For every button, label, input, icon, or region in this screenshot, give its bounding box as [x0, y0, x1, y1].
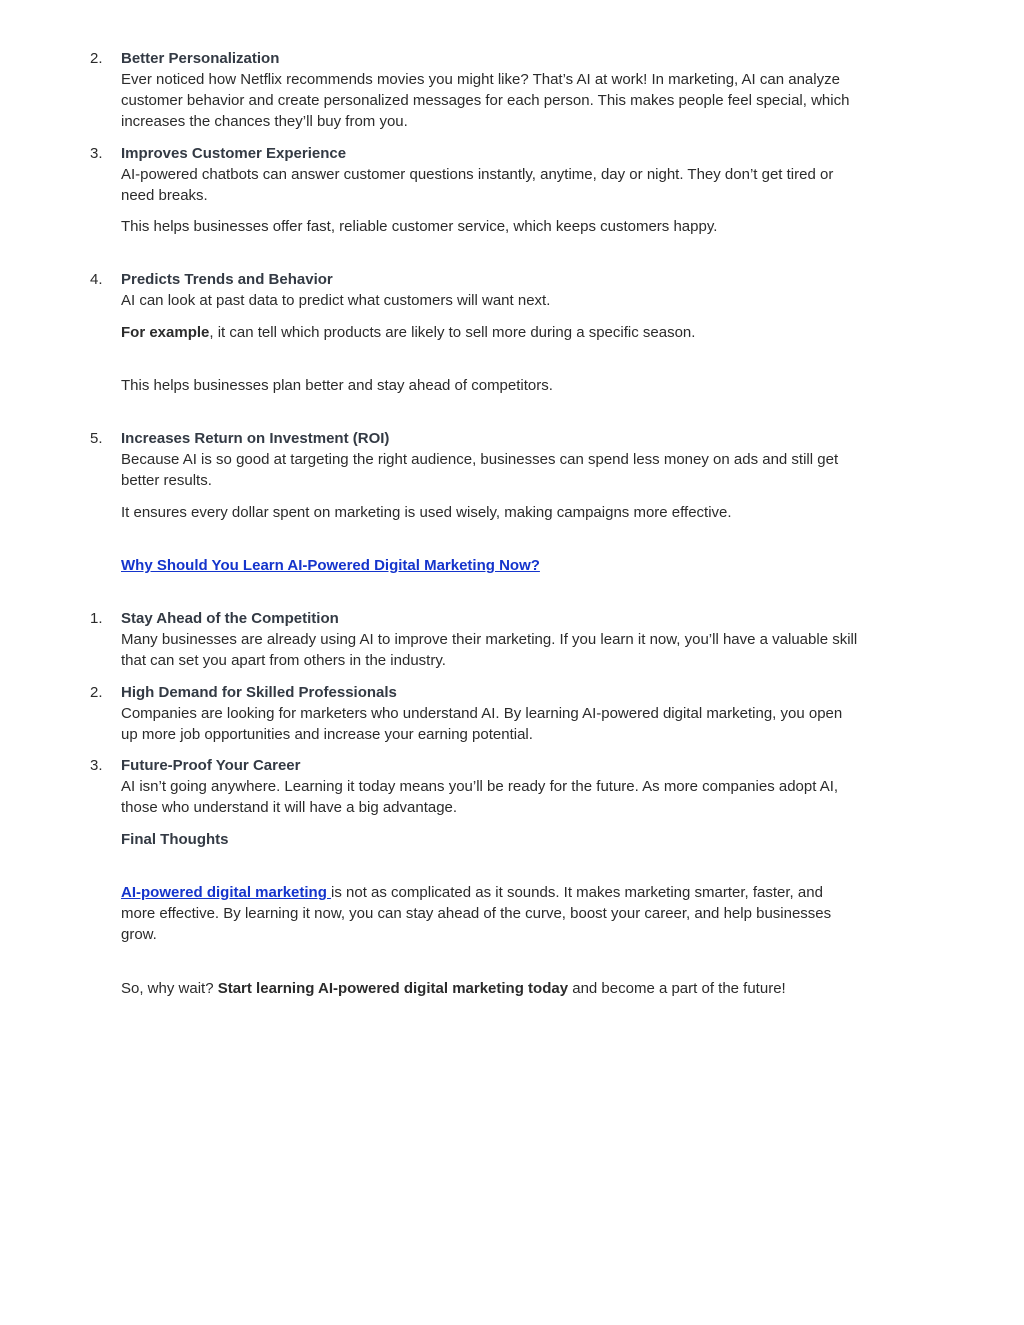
item-extra-text: This helps businesses plan better and stay ahead of competitors. — [121, 377, 553, 394]
example-rest: , it can tell which products are likely to sell more during a specific season. — [209, 324, 696, 341]
item-text-line: Many businesses are already using AI to improve their marketing. If you learn it now, you’ll have a valuable skill — [121, 631, 858, 648]
closing-end: and become a part of the future! — [568, 980, 786, 997]
item-title-stay-ahead: Stay Ahead of the Competition — [121, 610, 339, 627]
example-text — [121, 322, 911, 343]
item-text-line: increases the chances they’ll buy from you. — [121, 113, 408, 130]
example-bold-label: For example — [121, 324, 210, 341]
list-number: 3. — [90, 145, 103, 162]
list-number: 3. — [90, 757, 103, 774]
final-paragraph-line: grow. — [121, 926, 157, 943]
closing-line — [121, 978, 911, 999]
item-text-line: better results. — [121, 472, 212, 489]
item-title-customer-experience: Improves Customer Experience — [121, 145, 347, 162]
item-text-line: AI can look at past data to predict what customers will want next. — [121, 292, 551, 309]
item-title-better-personalization: Better Personalization — [121, 50, 280, 67]
item-text-line: need breaks. — [121, 187, 208, 204]
ai-powered-marketing-link[interactable]: AI-powered digital marketing — [121, 884, 332, 901]
final-paragraph-rest: is not as complicated as it sounds. It makes marketing smarter, faster, and — [331, 884, 823, 901]
item-text-line: Because AI is so good at targeting the right audience, businesses can spend less money on ads and still get — [121, 451, 839, 468]
list-number: 5. — [90, 430, 103, 447]
list-number: 2. — [90, 684, 103, 701]
closing-bold: Start learning AI-powered digital marketing today — [217, 980, 569, 997]
item-extra-text: This helps businesses offer fast, reliable customer service, which keeps customers happy. — [121, 218, 718, 235]
item-text-line: AI-powered chatbots can answer customer questions instantly, anytime, day or night. They don’t get tired or — [121, 166, 834, 183]
final-paragraph-line: more effective. By learning it now, you can stay ahead of the curve, boost your career, and help businesses — [121, 905, 832, 922]
item-text-line: AI isn’t going anywhere. Learning it today means you’ll be ready for the future. As more companies adopt AI, — [121, 778, 839, 795]
item-title-high-demand: High Demand for Skilled Professionals — [121, 684, 397, 701]
item-text-line: up more job opportunities and increase your earning potential. — [121, 726, 533, 743]
why-learn-link[interactable]: Why Should You Learn AI-Powered Digital Marketing Now? — [121, 557, 540, 574]
final-paragraph-line — [121, 882, 911, 903]
item-text-line: Companies are looking for marketers who understand AI. By learning AI-powered digital marketing, you open — [121, 705, 843, 722]
final-thoughts-heading: Final Thoughts — [121, 831, 229, 848]
list-number: 2. — [90, 50, 103, 67]
item-text-line: those who understand it will have a big advantage. — [121, 799, 458, 816]
item-title-roi: Increases Return on Investment (ROI) — [121, 430, 390, 447]
item-text-line: Ever noticed how Netflix recommends movies you might like? That’s AI at work! In marketing, AI can analyze — [121, 71, 840, 88]
closing-start: So, why wait? — [121, 980, 218, 997]
item-text-line: customer behavior and create personalized messages for each person. This makes people feel special, which — [121, 92, 850, 109]
item-extra-text: It ensures every dollar spent on marketing is used wisely, making campaigns more effective. — [121, 504, 732, 521]
item-title-predicts-trends: Predicts Trends and Behavior — [121, 271, 333, 288]
item-title-future-proof: Future-Proof Your Career — [121, 757, 301, 774]
why-heading — [121, 555, 911, 576]
list-number: 4. — [90, 271, 103, 288]
item-text-line: that can set you apart from others in the industry. — [121, 652, 446, 669]
list-number: 1. — [90, 610, 103, 627]
